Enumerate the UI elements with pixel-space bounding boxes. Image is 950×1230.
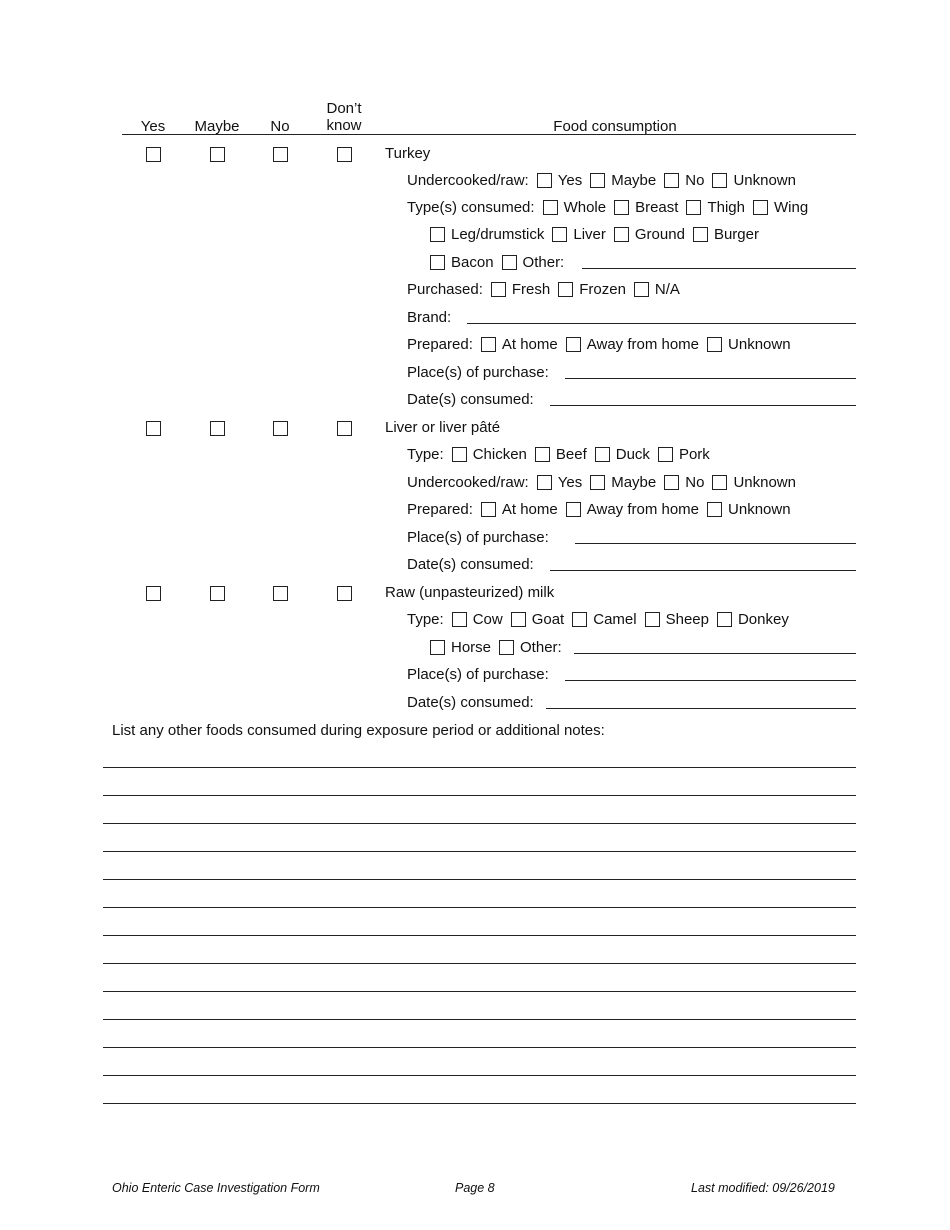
option-label: Goat — [531, 610, 565, 628]
liver-type-chicken-checkbox[interactable] — [452, 447, 467, 462]
liver-undercooked-label: Undercooked/raw: — [407, 473, 529, 491]
option-label: Wing — [773, 198, 809, 216]
footer-last-modified: Last modified: 09/26/2019 — [691, 1181, 835, 1195]
turkey-type-breast-checkbox[interactable] — [614, 200, 629, 215]
option-label: No — [685, 473, 705, 491]
notes-line[interactable] — [103, 795, 856, 796]
milk-title: Raw (unpasteurized) milk — [385, 583, 555, 601]
turkey-purchased-na-checkbox[interactable] — [634, 282, 649, 297]
turkey-yes-checkbox[interactable] — [146, 147, 161, 162]
turkey-type-wing-checkbox[interactable] — [753, 200, 768, 215]
liver-date-row — [407, 554, 856, 574]
option-label: Ground — [634, 225, 685, 243]
milk-date-field[interactable] — [546, 696, 856, 709]
milk-date-label: Date(s) consumed: — [407, 693, 534, 711]
col-header-maybe: Maybe — [194, 118, 240, 135]
option-label: Breast — [635, 198, 679, 216]
milk-type-camel-checkbox[interactable] — [572, 612, 587, 627]
liver-place-row — [407, 527, 856, 547]
turkey-date-row — [407, 389, 856, 409]
liver-prepared-row — [407, 499, 797, 519]
turkey-types-row-1 — [407, 197, 814, 217]
liver-title-row — [385, 417, 500, 437]
option-label: Burger — [713, 225, 759, 243]
turkey-purchased-frozen-checkbox[interactable] — [558, 282, 573, 297]
turkey-maybe-checkbox[interactable] — [210, 147, 225, 162]
turkey-type-whole-checkbox[interactable] — [543, 200, 558, 215]
liver-maybe-checkbox[interactable] — [210, 421, 225, 436]
option-label: Whole — [563, 198, 607, 216]
option-label: Liver — [573, 225, 606, 243]
milk-type-goat-checkbox[interactable] — [511, 612, 526, 627]
option-label: Frozen — [579, 280, 626, 298]
notes-line[interactable] — [103, 935, 856, 936]
turkey-prepared-label: Prepared: — [407, 335, 473, 353]
liver-dont-know-checkbox[interactable] — [337, 421, 352, 436]
turkey-types-label: Type(s) consumed: — [407, 198, 535, 216]
option-label: Away from home — [586, 500, 700, 518]
liver-undercooked-no-checkbox[interactable] — [664, 475, 679, 490]
turkey-type-bacon-checkbox[interactable] — [430, 255, 445, 270]
option-label: Away from home — [586, 335, 700, 353]
turkey-date-label: Date(s) consumed: — [407, 390, 534, 408]
option-label: Sheep — [665, 610, 709, 628]
turkey-prepared-away-checkbox[interactable] — [566, 337, 581, 352]
milk-type-row-1 — [407, 609, 795, 629]
turkey-prepared-unknown-checkbox[interactable] — [707, 337, 722, 352]
option-label: Fresh — [511, 280, 551, 298]
option-label: Cow — [472, 610, 503, 628]
liver-type-beef-checkbox[interactable] — [535, 447, 550, 462]
option-label: Other: — [520, 638, 562, 656]
turkey-title: Turkey — [385, 144, 431, 162]
notes-line[interactable] — [103, 823, 856, 824]
footer-page-number: Page 8 — [455, 1181, 495, 1195]
liver-yes-checkbox[interactable] — [146, 421, 161, 436]
milk-title-row — [385, 582, 554, 602]
turkey-types-row-3 — [430, 252, 856, 272]
option-label: Maybe — [611, 171, 657, 189]
notes-line[interactable] — [103, 1103, 856, 1104]
turkey-no-checkbox[interactable] — [273, 147, 288, 162]
milk-type-horse-checkbox[interactable] — [430, 640, 445, 655]
notes-line[interactable] — [103, 907, 856, 908]
option-label: At home — [501, 335, 558, 353]
turkey-place-row — [407, 362, 856, 382]
turkey-undercooked-no-checkbox[interactable] — [664, 173, 679, 188]
notes-line[interactable] — [103, 767, 856, 768]
liver-type-pork-checkbox[interactable] — [658, 447, 673, 462]
turkey-types-row-2 — [430, 224, 765, 244]
turkey-undercooked-yes-checkbox[interactable] — [537, 173, 552, 188]
milk-type-donkey-checkbox[interactable] — [717, 612, 732, 627]
turkey-type-other-checkbox[interactable] — [502, 255, 517, 270]
liver-type-label: Type: — [407, 445, 444, 463]
milk-yes-checkbox[interactable] — [146, 586, 161, 601]
notes-line[interactable] — [103, 851, 856, 852]
notes-line[interactable] — [103, 1075, 856, 1076]
liver-prepared-unknown-checkbox[interactable] — [707, 502, 722, 517]
turkey-undercooked-unknown-checkbox[interactable] — [712, 173, 727, 188]
col-header-yes: Yes — [140, 118, 166, 135]
liver-undercooked-unknown-checkbox[interactable] — [712, 475, 727, 490]
liver-type-row — [407, 444, 716, 464]
option-label: Horse — [451, 638, 492, 656]
option-label: N/A — [654, 280, 680, 298]
liver-place-label: Place(s) of purchase: — [407, 528, 549, 546]
liver-undercooked-row — [407, 472, 802, 492]
option-label: At home — [501, 500, 558, 518]
turkey-brand-label: Brand: — [407, 308, 452, 326]
liver-date-label: Date(s) consumed: — [407, 555, 534, 573]
turkey-place-field[interactable] — [565, 366, 856, 379]
milk-place-label: Place(s) of purchase: — [407, 665, 549, 683]
col-header-dont-know: Don’t know — [326, 100, 362, 134]
turkey-purchased-row — [407, 279, 686, 299]
liver-no-checkbox[interactable] — [273, 421, 288, 436]
option-label: Maybe — [611, 473, 657, 491]
liver-type-duck-checkbox[interactable] — [595, 447, 610, 462]
turkey-prepared-home-checkbox[interactable] — [481, 337, 496, 352]
turkey-type-leg-checkbox[interactable] — [430, 227, 445, 242]
milk-type-row-2 — [430, 637, 856, 657]
turkey-purchased-fresh-checkbox[interactable] — [491, 282, 506, 297]
option-label: Chicken — [472, 445, 527, 463]
turkey-type-burger-checkbox[interactable] — [693, 227, 708, 242]
col-header-food-consumption: Food consumption — [553, 118, 677, 135]
option-label: Bacon — [451, 253, 494, 271]
option-label: Leg/drumstick — [451, 225, 545, 243]
option-label: Yes — [557, 473, 583, 491]
liver-place-field[interactable] — [575, 531, 856, 544]
turkey-place-label: Place(s) of purchase: — [407, 363, 549, 381]
turkey-type-other-field[interactable] — [582, 256, 856, 269]
option-label: Pork — [678, 445, 710, 463]
turkey-prepared-row — [407, 334, 797, 354]
turkey-brand-row — [407, 307, 856, 327]
turkey-undercooked-row — [407, 170, 802, 190]
option-label: Other: — [522, 253, 565, 271]
liver-date-field[interactable] — [550, 558, 856, 571]
turkey-undercooked-maybe-checkbox[interactable] — [590, 173, 605, 188]
turkey-brand-field[interactable] — [467, 311, 856, 324]
option-label: Unknown — [733, 171, 796, 189]
option-label: Camel — [593, 610, 637, 628]
milk-type-other-checkbox[interactable] — [499, 640, 514, 655]
milk-type-other-field[interactable] — [574, 641, 856, 654]
footer-form-name: Ohio Enteric Case Investigation Form — [112, 1181, 320, 1195]
col-header-no: No — [270, 118, 290, 135]
option-label: Beef — [555, 445, 587, 463]
liver-undercooked-maybe-checkbox[interactable] — [590, 475, 605, 490]
turkey-type-ground-checkbox[interactable] — [614, 227, 629, 242]
liver-prepared-home-checkbox[interactable] — [481, 502, 496, 517]
notes-label: List any other foods consumed during exposure period or additional notes: — [112, 722, 605, 739]
option-label: No — [685, 171, 705, 189]
header-rule — [122, 134, 856, 135]
liver-prepared-away-checkbox[interactable] — [566, 502, 581, 517]
liver-undercooked-yes-checkbox[interactable] — [537, 475, 552, 490]
milk-place-row — [407, 664, 856, 684]
turkey-undercooked-label: Undercooked/raw: — [407, 171, 529, 189]
notes-line[interactable] — [103, 1047, 856, 1048]
notes-line[interactable] — [103, 963, 856, 964]
turkey-type-liver-checkbox[interactable] — [552, 227, 567, 242]
turkey-title-row — [385, 143, 430, 163]
turkey-dont-know-checkbox[interactable] — [337, 147, 352, 162]
notes-line[interactable] — [103, 991, 856, 992]
milk-dont-know-checkbox[interactable] — [337, 586, 352, 601]
option-label: Duck — [615, 445, 650, 463]
milk-type-cow-checkbox[interactable] — [452, 612, 467, 627]
option-label: Unknown — [733, 473, 796, 491]
milk-type-sheep-checkbox[interactable] — [645, 612, 660, 627]
milk-no-checkbox[interactable] — [273, 586, 288, 601]
milk-place-field[interactable] — [565, 668, 856, 681]
option-label: Donkey — [737, 610, 789, 628]
notes-line[interactable] — [103, 1019, 856, 1020]
option-label: Unknown — [728, 335, 791, 353]
milk-maybe-checkbox[interactable] — [210, 586, 225, 601]
milk-type-label: Type: — [407, 610, 444, 628]
option-label: Thigh — [707, 198, 745, 216]
option-label: Unknown — [728, 500, 791, 518]
turkey-purchased-label: Purchased: — [407, 280, 483, 298]
notes-line[interactable] — [103, 879, 856, 880]
liver-prepared-label: Prepared: — [407, 500, 473, 518]
liver-title: Liver or liver pâté — [385, 418, 501, 436]
turkey-type-thigh-checkbox[interactable] — [686, 200, 701, 215]
option-label: Yes — [557, 171, 583, 189]
milk-date-row — [407, 692, 856, 712]
turkey-date-field[interactable] — [550, 393, 856, 406]
